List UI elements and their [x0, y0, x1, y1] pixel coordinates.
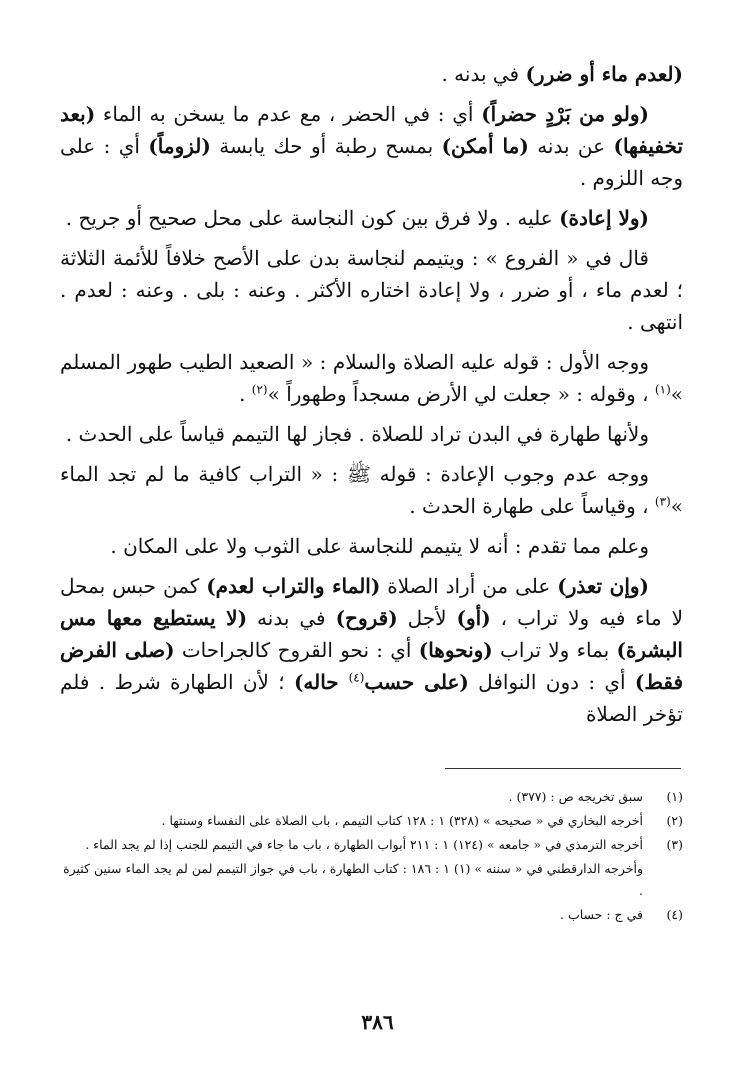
- text-run: وعلم مما تقدم : أنه لا يتيمم للنجاسة على الثوب ولا على المكان .: [110, 534, 649, 558]
- bold-phrase: (أو): [456, 606, 491, 630]
- footnote-text: أخرجه البخاري في « صحيحه » (٣٢٨) ١ : ١٢٨ كتاب التيمم ، باب الصلاة على النفساء وسنتها .: [161, 813, 643, 828]
- text-run: ووجه الأول : قوله عليه الصلاة والسلام : « الصعيد الطيب طهور المسلم »: [60, 350, 683, 406]
- text-run: ؛ لأن الطهارة شرط . فلم تؤخر الصلاة: [60, 670, 683, 726]
- text-run: لأجل: [397, 606, 457, 630]
- paragraph-3: [60, 202, 683, 234]
- footnote-number: (١): [666, 789, 683, 804]
- text-run: أي : دون النوافل: [468, 670, 635, 694]
- footnote-ref: (٤): [348, 670, 365, 685]
- bold-phrase: (ولو من بَرْدٍ حضراً): [481, 102, 649, 126]
- text-run: في بدنه: [247, 606, 336, 630]
- footnote-number: (٣): [666, 837, 683, 852]
- footnote-3: [60, 834, 683, 856]
- footnote-text: أخرجه الترمذي في « جامعه » (١٢٤) ١ : ٢١١ أبواب الطهارة ، باب ما جاء في التيمم للجنب إذا لم يجد الماء .: [85, 837, 643, 852]
- footnotes: [60, 786, 683, 928]
- paragraph-7: [60, 458, 683, 522]
- footnote-ref: (٣): [654, 494, 671, 509]
- footnote-ref: (١): [654, 382, 671, 397]
- text-run: في بدنه .: [441, 62, 526, 86]
- page-number: ٣٨٦: [361, 1010, 394, 1034]
- text-run: على من أراد الصلاة: [380, 574, 558, 598]
- bold-phrase: (ونحوها): [418, 638, 493, 662]
- footnote-text: وأخرجه الدارقطني في « سننه » (١) ١ : ١٨٦ : كتاب الطهارة ، باب في جواز التيمم لمن لم يجد الماء سنين كثيرة .: [63, 861, 643, 898]
- footnote-3-continuation: [60, 858, 683, 902]
- text-run: ووجه عدم وجوب الإعادة : قوله ﷺ : « التراب كافية ما لم تجد الماء »: [60, 462, 683, 518]
- text-run: أي : في الحضر ، مع عدم ما يسخن به الماء: [95, 102, 482, 126]
- bold-phrase: (ما أمكن): [441, 134, 529, 158]
- footnote-ref: (٢): [251, 382, 268, 397]
- footnote-divider: [445, 768, 681, 769]
- bold-phrase: (وإن تعذر): [557, 574, 649, 598]
- text-run: ، وقياساً على طهارة الحدث .: [409, 494, 655, 518]
- footnote-4: [60, 904, 683, 926]
- text-run: كمن حبس بمحل لا ماء فيه ولا تراب ،: [60, 574, 684, 630]
- paragraph-8: [60, 530, 683, 562]
- text-run: عليه . ولا فرق بين كون النجاسة على محل صحيح أو جريح .: [65, 206, 560, 230]
- footnote-number: (٢): [666, 813, 683, 828]
- footnote-1: [60, 786, 683, 808]
- paragraph-9: [60, 570, 683, 730]
- bold-phrase: (قروح): [335, 606, 398, 630]
- text-run: بمسح رطبة أو حك يابسة: [210, 134, 442, 158]
- paragraph-6: [60, 418, 683, 450]
- paragraph-4: [60, 242, 683, 338]
- text-run: ، وقوله : « جعلت لي الأرض مسجداً وطهوراً »: [267, 382, 655, 406]
- footnote-number: (٤): [666, 907, 683, 922]
- bold-phrase: حاله): [293, 670, 349, 694]
- bold-phrase: (لزوماً): [148, 134, 211, 158]
- paragraph-2: [60, 98, 683, 194]
- bold-phrase: (صلى الفرض فقط): [60, 638, 684, 694]
- footnote-text: في ج : حساب .: [560, 907, 643, 922]
- footnote-2: [60, 810, 683, 832]
- bold-phrase: (على حسب: [364, 670, 469, 694]
- text-run: بماء ولا تراب: [492, 638, 617, 662]
- bold-phrase: (بعد تخفيفها): [60, 102, 684, 158]
- main-text: [60, 58, 683, 730]
- text-run: أي : على وجه اللزوم .: [60, 134, 683, 190]
- text-run: ولأنها طهارة في البدن تراد للصلاة . فجاز لها التيمم قياساً على الحدث .: [65, 422, 649, 446]
- paragraph-1: [60, 58, 683, 90]
- text-run: .: [239, 382, 252, 406]
- text-run: أي : نحو القروح كالجراحات: [174, 638, 419, 662]
- bold-phrase: (لا يستطيع معها مس البشرة): [60, 606, 683, 662]
- text-run: قال في « الفروع » : ويتيمم لنجاسة بدن على الأصح خلافاً للأئمة الثلاثة ؛ لعدم ماء ، أو ضرر ، ولا إعادة اختاره الأكثر . وعنه : بلى . وعنه : لعدم . انتهى .: [60, 246, 683, 334]
- bold-phrase: (لعدم ماء أو ضرر): [525, 62, 683, 86]
- page-body: [60, 58, 683, 738]
- text-run: عن بدنه: [528, 134, 614, 158]
- footnote-text: سبق تخريجه ص : (٣٧٧) .: [508, 789, 643, 804]
- bold-phrase: (ولا إعادة): [559, 206, 649, 230]
- bold-phrase: (الماء والتراب لعدم): [206, 574, 381, 598]
- paragraph-5: [60, 346, 683, 410]
